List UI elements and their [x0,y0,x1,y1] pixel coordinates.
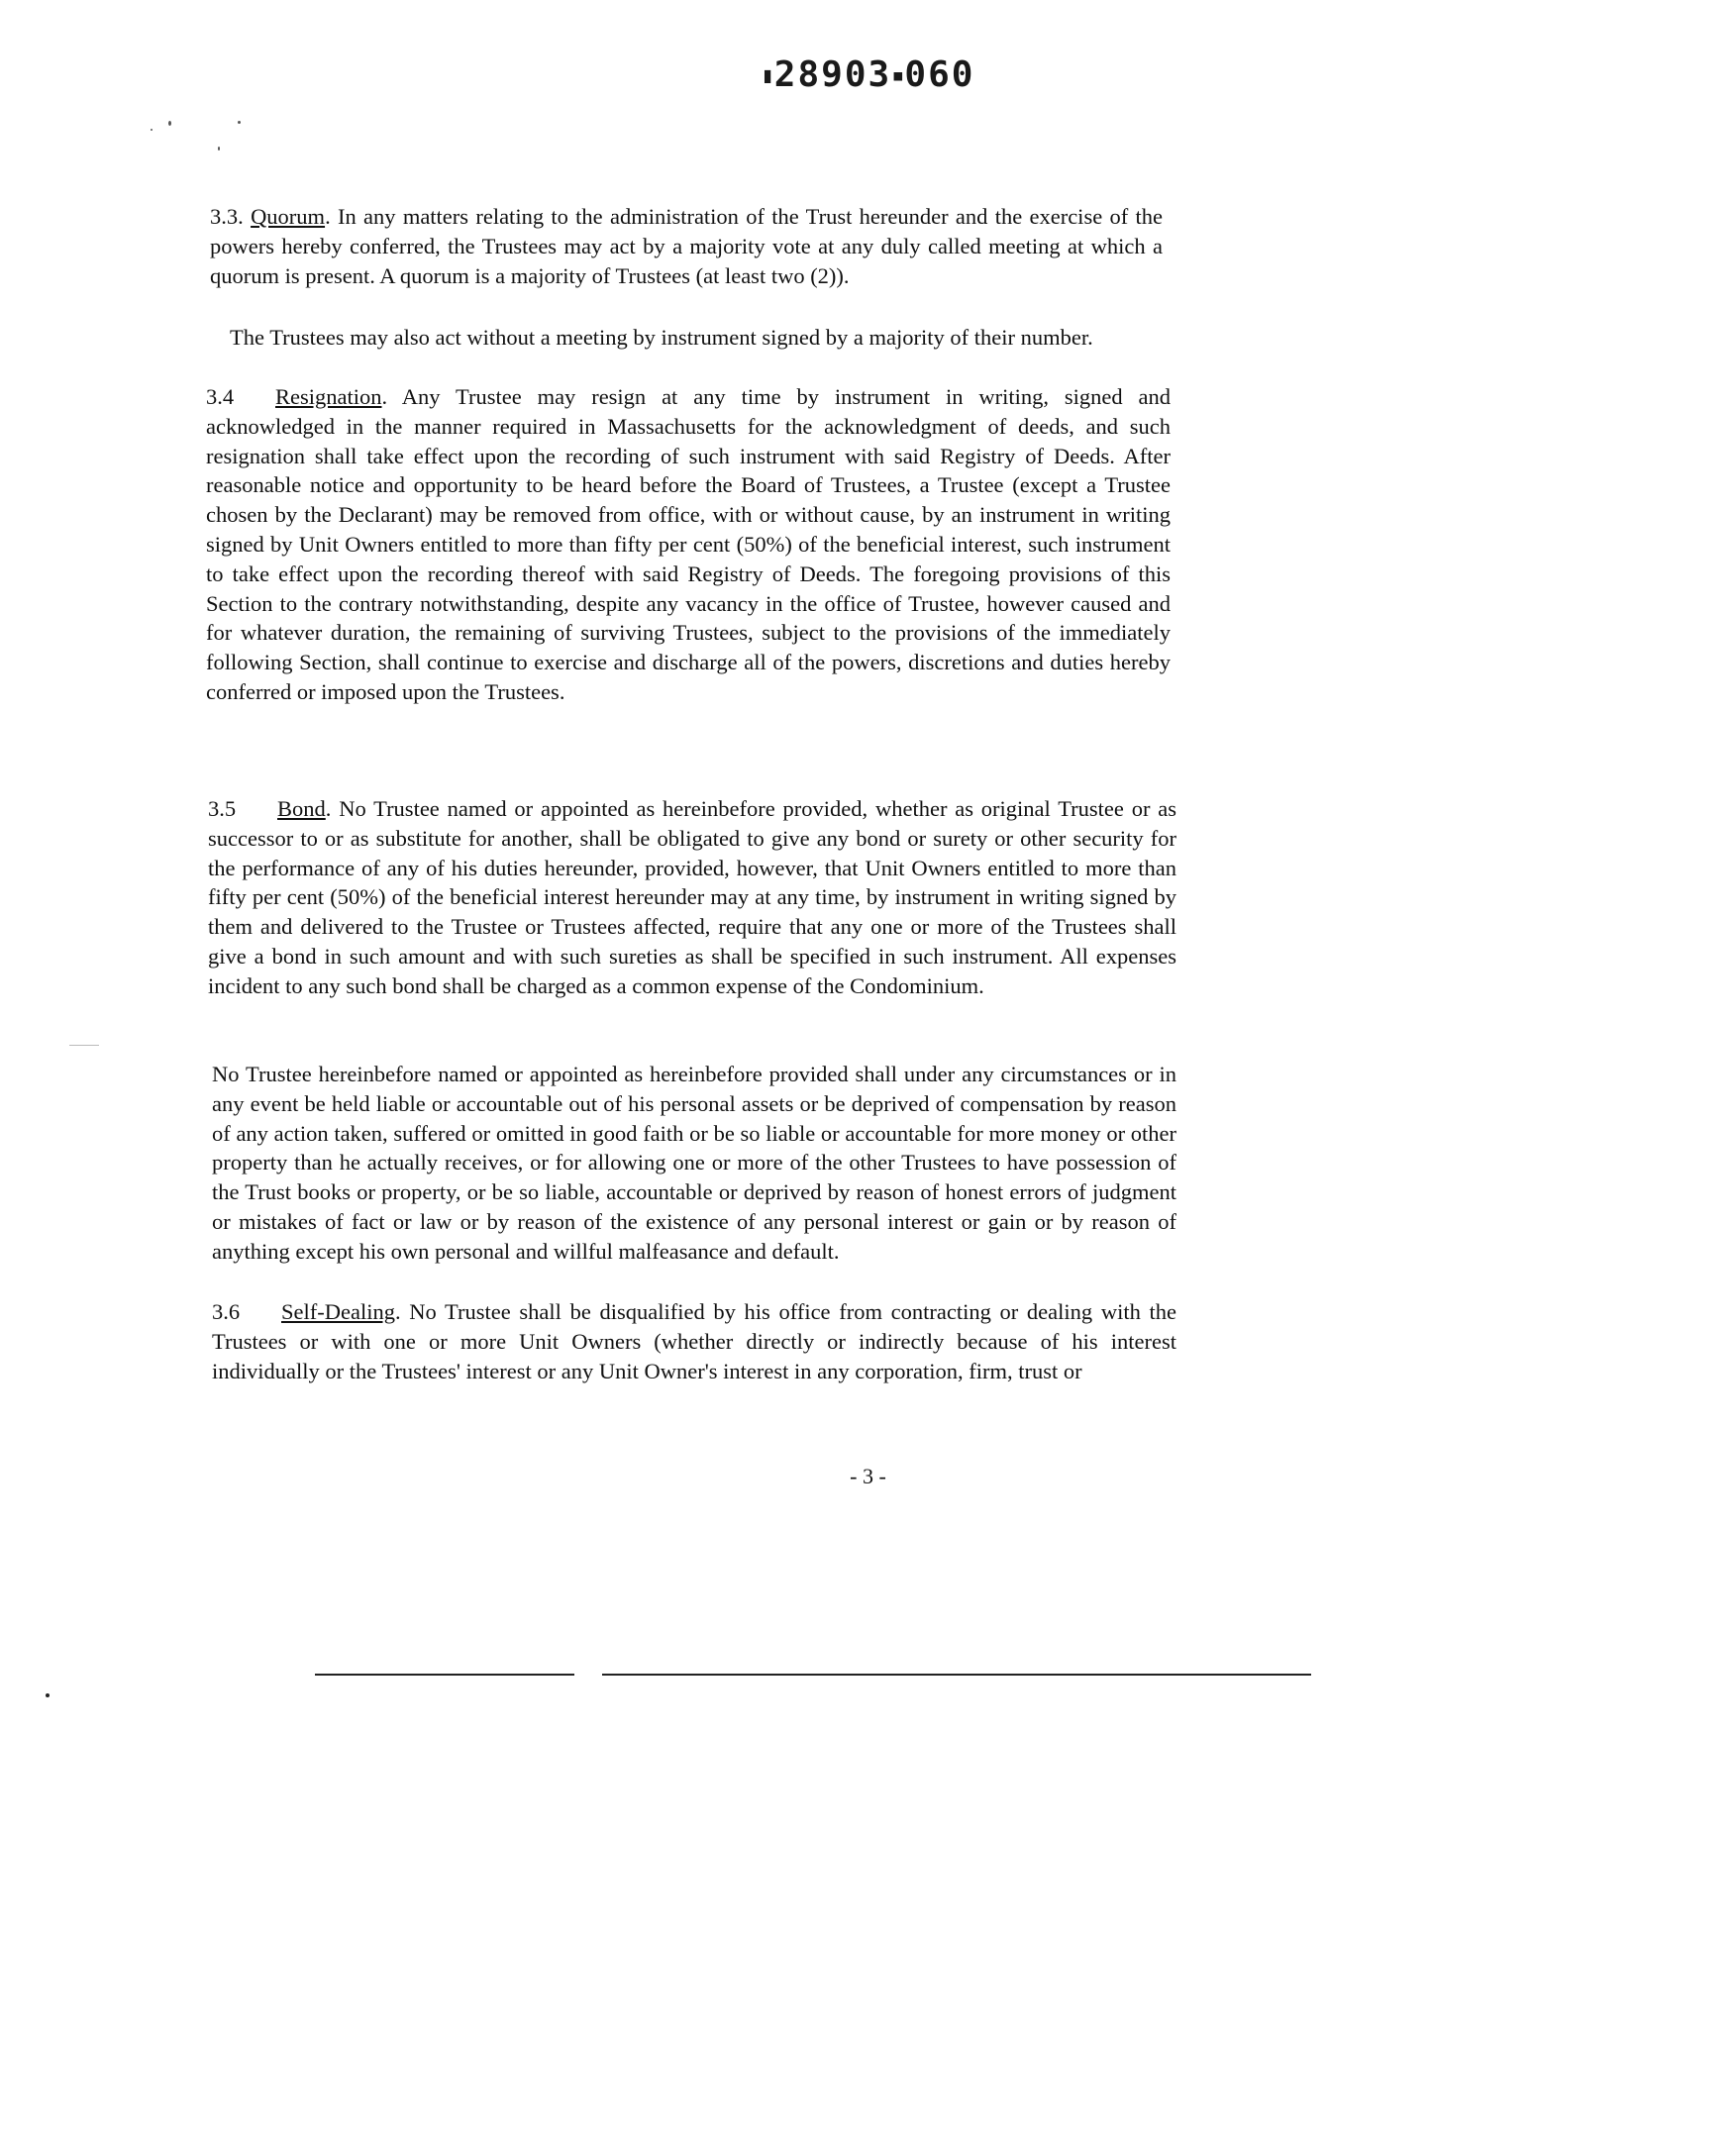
section-3-4 [206,382,1171,707]
section-number: 3.6 [212,1299,241,1324]
section-3-5-continued [212,1060,1176,1267]
scan-speck [46,1693,50,1697]
section-title: Self-Dealing [281,1299,395,1324]
section-3-3 [210,202,1163,290]
stamp-mark-icon: ▪ [891,63,905,88]
section-body: . No Trustee named or appointed as hereinbefore provided, whether as original Trustee or as successor to or as substitute for another, shall be obligated to give any bond or surety or other security for the performance of any of his duties hereunder, provided, however, that Unit Owners entitled to more than fifty per cent (50%) of the beneficial interest hereunder may at any time, by instrument in writing signed by them and delivered to the Trustee or Trustees affected, require that any one or more of the Trustees shall give a bond in such amount and with such sureties as shall be specified in such instrument. All expenses incident to any such bond shall be charged as a common expense of the Condominium. [208,796,1176,998]
scan-speck [151,129,153,131]
section-body: No Trustee hereinbefore named or appointed as hereinbefore provided shall under any circumstances or in any event be held liable or accountable out of his personal assets or be deprived of compensation by reason of any action taken, suffered or omitted in good faith or be so liable or accountable for more money or other property than he actually receives, or for allowing one or more of the other Trustees to have possession of the Trust books or property, or be so liable, accountable or deprived by reason of honest errors of judgment or mistakes of fact or law or by reason of the existence of any personal interest or gain or by reason of anything except his own personal and willful malfeasance and default. [212,1062,1176,1264]
scan-speck [238,121,241,124]
scan-speck [69,1045,99,1046]
section-3-3-continued [230,323,1171,353]
page-number: - 3 - [850,1464,886,1488]
scan-speck [168,121,171,126]
section-3-6 [212,1297,1176,1385]
section-body: . Any Trustee may resign at any time by instrument in writing, signed and acknowledged in the manner required in Massachusetts for the acknowledgment of deeds, and such resignation shall take effect upon the recording of such instrument with said Registry of Deeds. After reasonable notice and opportunity to be heard before the Board of Trustees, a Trustee (except a Trustee chosen by the Declarant) may be removed from office, with or without cause, by an instrument in writing signed by Unit Owners entitled to more than fifty per cent (50%) of the beneficial interest, such instrument to take effect upon the recording thereof with said Registry of Deeds. The foregoing provisions of this Section to the contrary notwithstanding, despite any vacancy in the office of Trustee, however caused and for whatever duration, the remaining of surviving Trustees, subject to the provisions of the immediately following Section, shall continue to exercise and discharge all of the powers, discretions and duties hereby conferred or imposed upon the Trustees. [206,384,1171,704]
section-title: Quorum [251,204,326,229]
section-number: 3.5 [208,796,237,821]
section-3-5 [208,794,1176,1001]
stamp-book-number: 28903 [773,54,892,95]
section-number: 3.4 [206,384,235,409]
section-body: . No Trustee shall be disqualified by his office from contracting or dealing with the Trustees or with one or more Unit Owners (whether directly or indirectly because of his interest individually or the Trustees' interest or any Unit Owner's interest in any corporation, firm, trust or [212,1299,1176,1383]
divider-line [315,1674,574,1676]
stamp-page-number: 060 [904,54,975,95]
stamp-mark-icon: ▮ [761,63,774,88]
section-body: . In any matters relating to the administration of the Trust hereunder and the exercise of the powers hereby conferred, the Trustees may act by a majority vote at any duly called meeting at which a quorum is present. A quorum is a majority of Trustees (at least two (2)). [210,204,1164,288]
divider-line [602,1674,1311,1676]
scan-speck [218,147,220,151]
section-number: 3.3. [210,204,244,229]
registry-stamp [0,54,1736,95]
section-body: The Trustees may also act without a meeting by instrument signed by a majority of their number. [230,325,1093,350]
section-title: Resignation [275,384,382,409]
section-title: Bond [277,796,326,821]
